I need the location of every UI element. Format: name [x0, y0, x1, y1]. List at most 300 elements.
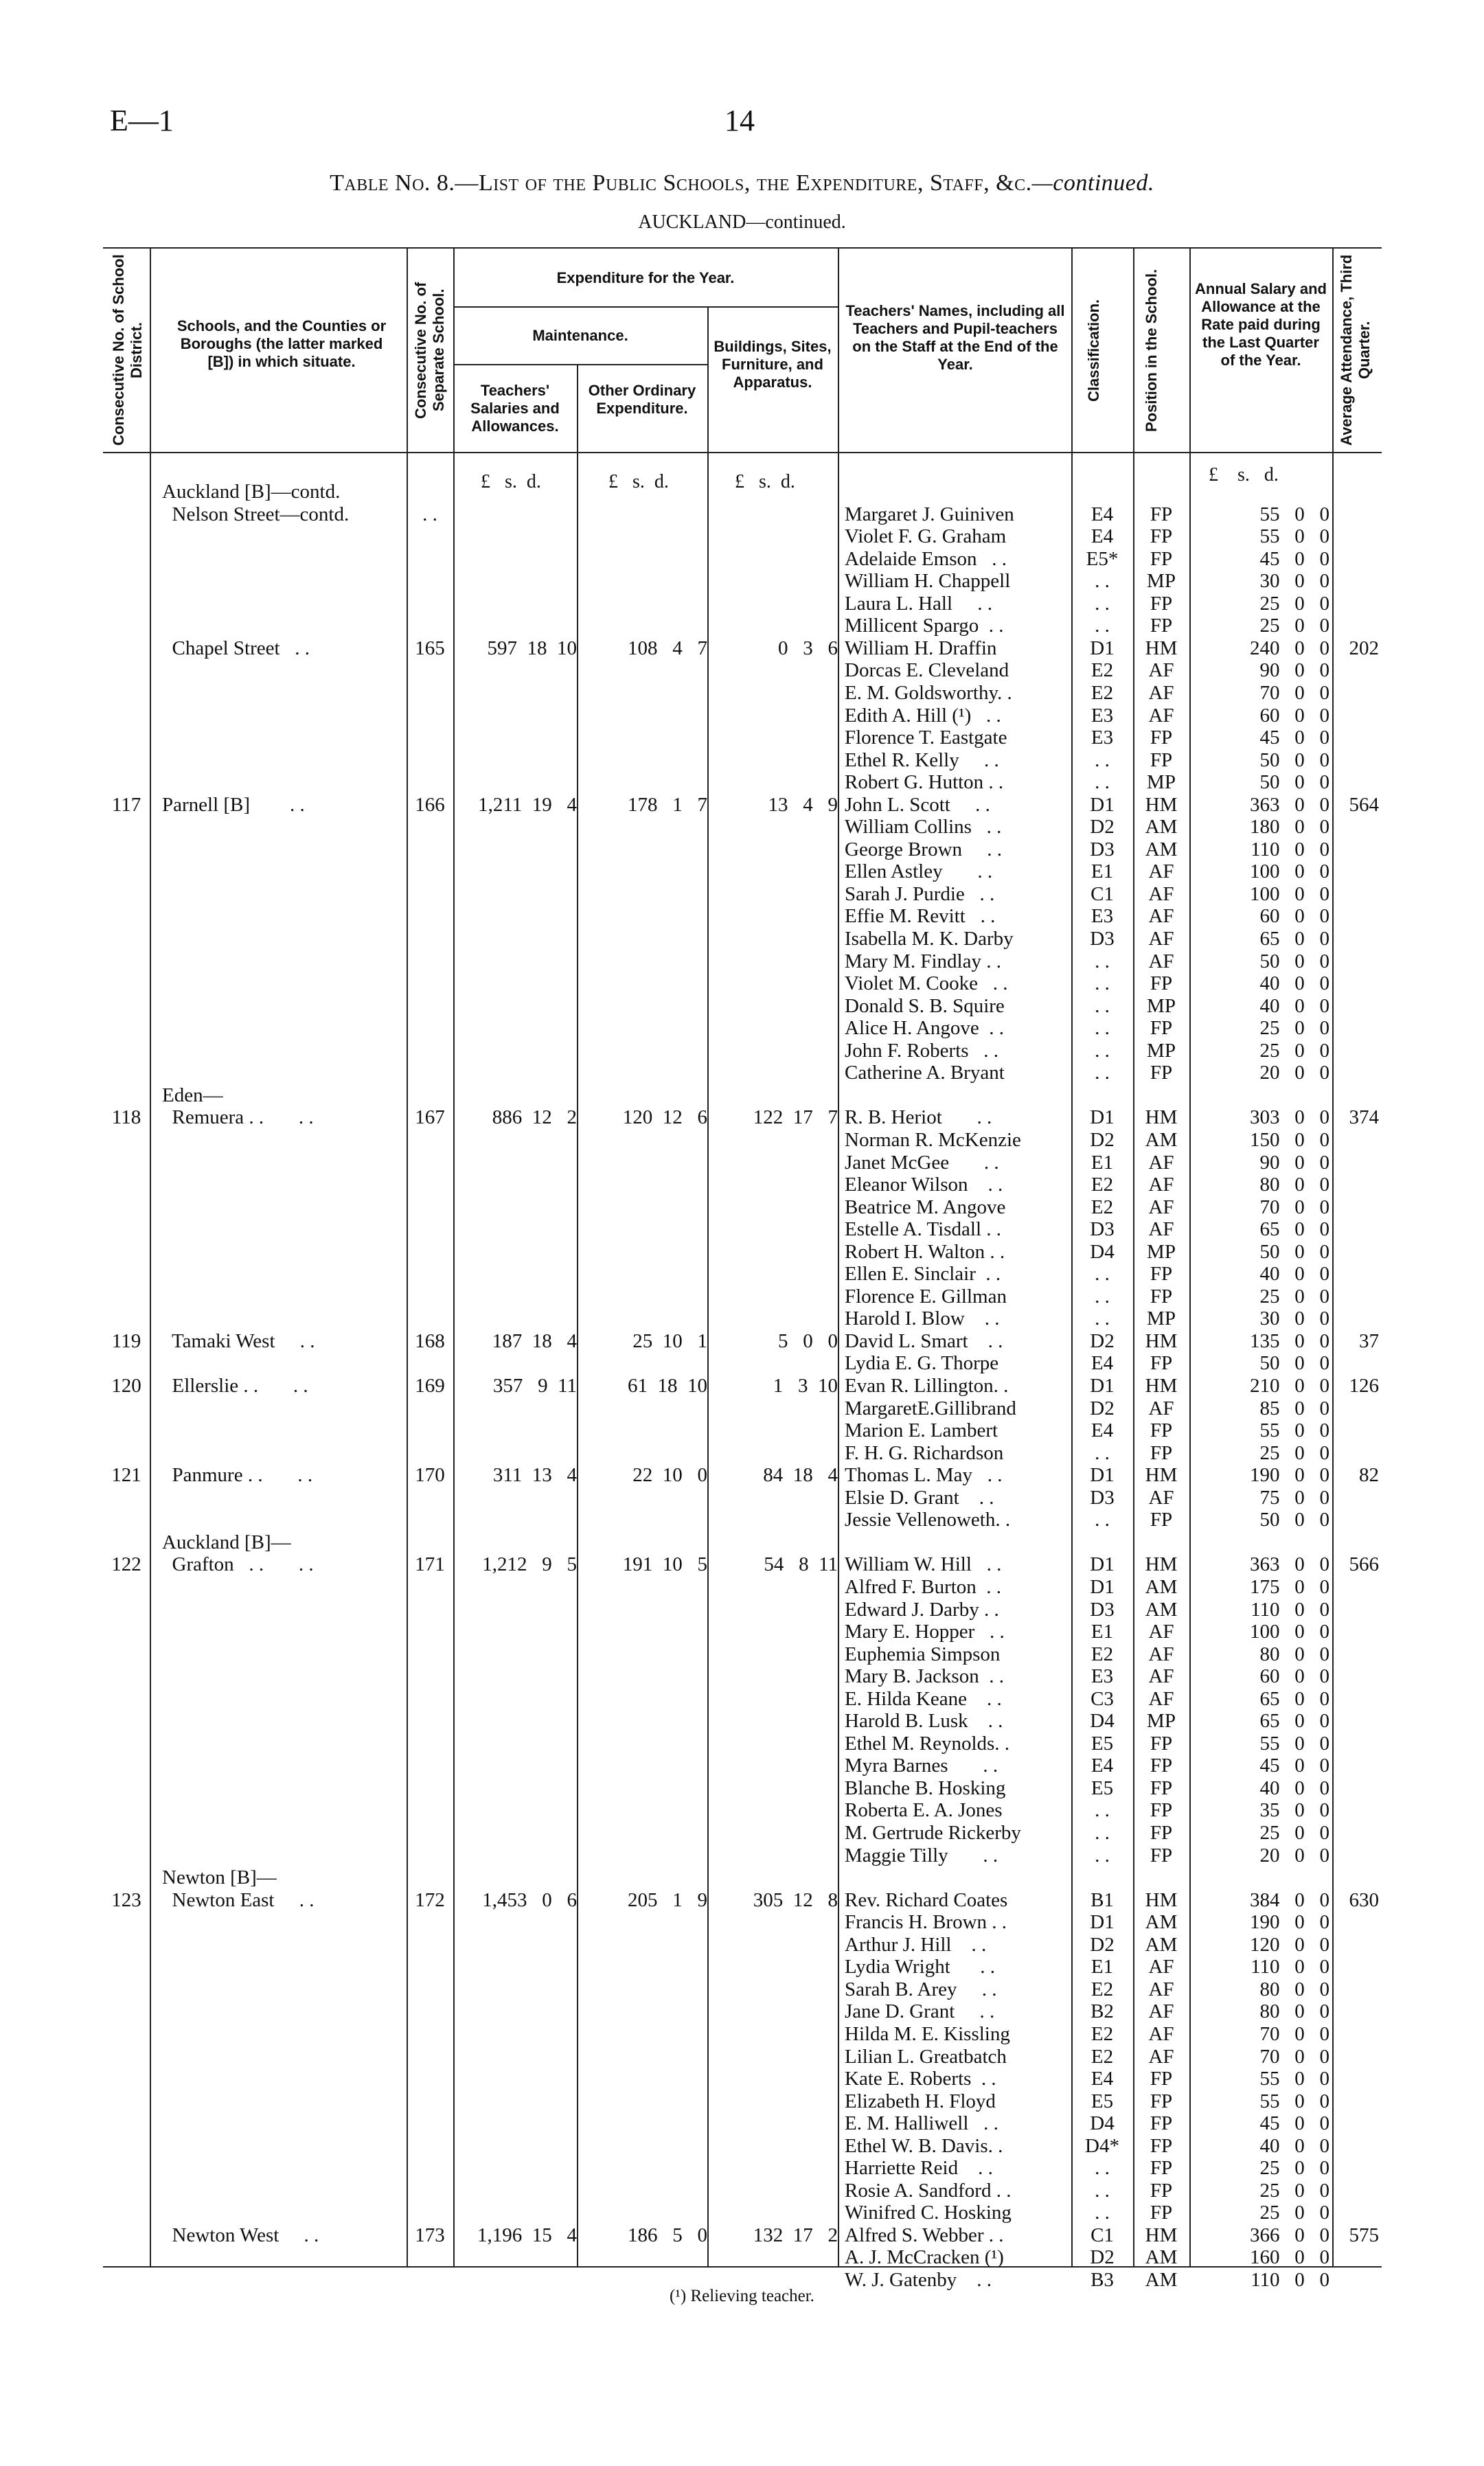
salaries-amount: 1,453 0 6	[482, 1888, 577, 1911]
position: AF	[1148, 905, 1174, 928]
classification: D1	[1090, 637, 1115, 659]
table-row	[0, 1017, 1484, 1039]
teacher-name: Alfred S. Webber . .	[845, 2224, 1004, 2246]
classification: . .	[1095, 615, 1110, 637]
annual-salary: 55 0 0	[1259, 503, 1329, 525]
salaries-amount: 1,212 9 5	[482, 1553, 577, 1576]
district-number: 120	[111, 1375, 141, 1397]
annual-salary: 363 0 0	[1250, 793, 1329, 816]
annual-salary: 55 0 0	[1259, 525, 1329, 548]
series-code: E—1	[110, 104, 174, 137]
position: FP	[1150, 1777, 1173, 1799]
header-classification: Classification.	[1085, 299, 1102, 402]
annual-salary: 120 0 0	[1250, 1933, 1329, 1956]
classification: . .	[1095, 994, 1110, 1017]
position: FP	[1150, 592, 1173, 615]
annual-salary: 25 0 0	[1259, 1017, 1329, 1040]
position: FP	[1150, 1844, 1173, 1866]
currency-buildings: £ s. d.	[735, 471, 795, 492]
classification: E1	[1091, 1956, 1114, 1978]
classification: . .	[1095, 1263, 1110, 1286]
school-name: Newton East . .	[162, 1888, 315, 1911]
annual-salary: 45 0 0	[1259, 727, 1329, 749]
classification: D1	[1090, 1106, 1115, 1129]
teacher-name: Sarah J. Purdie . .	[845, 882, 995, 905]
teacher-name: Elsie D. Grant . .	[845, 1486, 994, 1509]
table-row	[0, 1062, 1484, 1084]
classification: E2	[1091, 1643, 1114, 1665]
classification: . .	[1095, 570, 1110, 593]
header-position: Position in the School.	[1143, 269, 1160, 432]
teacher-name: Estelle A. Tisdall . .	[845, 1218, 1002, 1241]
table-row	[0, 1152, 1484, 1174]
expenditure-rule	[453, 306, 838, 308]
maintenance-rule	[453, 364, 707, 365]
annual-salary: 55 0 0	[1259, 2090, 1329, 2112]
table-row	[0, 682, 1484, 704]
school-name: Eden—	[162, 1084, 223, 1106]
teacher-name: Robert G. Hutton . .	[845, 771, 1004, 794]
currency-salaries: £ s. d.	[481, 471, 541, 492]
annual-salary: 35 0 0	[1259, 1799, 1329, 1822]
classification: D2	[1090, 1397, 1115, 1419]
classification: C1	[1091, 2224, 1114, 2246]
annual-salary: 65 0 0	[1259, 928, 1329, 950]
salaries-amount: 597 18 10	[487, 637, 577, 659]
buildings-amount: 132 17 2	[753, 2224, 838, 2246]
teacher-name: Lilian L. Greatbatch	[845, 2045, 1007, 2068]
table-row	[0, 1196, 1484, 1218]
classification: . .	[1095, 1844, 1110, 1866]
teacher-name: Ellen Astley . .	[845, 860, 993, 883]
salaries-amount: 311 13 4	[492, 1464, 577, 1487]
annual-salary: 110 0 0	[1251, 2269, 1329, 2291]
classification: . .	[1095, 1285, 1110, 1308]
annual-salary: 175 0 0	[1250, 1575, 1329, 1598]
buildings-amount: 122 17 7	[753, 1106, 838, 1129]
table-row	[0, 749, 1484, 771]
table-row	[0, 2000, 1484, 2022]
table-row	[0, 1576, 1484, 1598]
header-maintenance: Maintenance.	[532, 327, 628, 344]
annual-salary: 45 0 0	[1259, 547, 1329, 570]
position: FP	[1150, 1822, 1173, 1844]
position: AF	[1148, 2022, 1174, 2045]
annual-salary: 80 0 0	[1259, 2000, 1329, 2023]
header-expenditure: Expenditure for the Year.	[556, 269, 735, 286]
teacher-name: John F. Roberts . .	[845, 1039, 999, 1062]
currency-other: £ s. d.	[608, 471, 669, 492]
table-row	[0, 525, 1484, 547]
classification: E3	[1091, 1665, 1114, 1688]
classification: D4	[1090, 2112, 1115, 2135]
header-salaries: Teachers' Salaries and Allowances.	[470, 382, 560, 435]
annual-salary: 25 0 0	[1259, 2157, 1329, 2180]
table-row	[0, 637, 1484, 659]
classification: E5	[1091, 2090, 1114, 2112]
average-attendance: 564	[1349, 793, 1379, 816]
classification: E2	[1091, 1978, 1114, 2000]
buildings-amount: 5 0 0	[778, 1329, 838, 1352]
table-row	[0, 972, 1484, 994]
position: AF	[1148, 681, 1174, 704]
position: AM	[1145, 816, 1178, 838]
annual-salary: 80 0 0	[1259, 1174, 1329, 1196]
teacher-name: Euphemia Simpson	[845, 1643, 1001, 1665]
annual-salary: 20 0 0	[1259, 1844, 1329, 1866]
classification: . .	[1095, 592, 1110, 615]
header-district: Consecutive No. of School District.	[110, 254, 145, 446]
teacher-name: Catherine A. Bryant	[845, 1062, 1005, 1084]
position: FP	[1150, 2134, 1173, 2157]
position: MP	[1147, 1710, 1176, 1733]
position: AF	[1148, 1956, 1174, 1978]
table-row	[0, 1621, 1484, 1643]
table-row	[0, 771, 1484, 793]
school-name: Newton West . .	[162, 2224, 319, 2246]
school-name: Parnell [B] . .	[162, 793, 305, 816]
teacher-name: Donald S. B. Squire	[845, 994, 1005, 1017]
classification: D1	[1090, 1911, 1115, 1934]
school-name: Newton [B]—	[162, 1866, 277, 1889]
annual-salary: 25 0 0	[1259, 2202, 1329, 2224]
table-row	[0, 1308, 1484, 1329]
annual-salary: 70 0 0	[1259, 2022, 1329, 2045]
position: FP	[1150, 749, 1173, 771]
classification: . .	[1095, 1039, 1110, 1062]
position: AM	[1145, 1575, 1178, 1598]
position: AF	[1148, 1621, 1174, 1643]
teacher-name: Jane D. Grant . .	[845, 2000, 995, 2023]
teacher-name: Lydia E. G. Thorpe	[845, 1352, 999, 1375]
header-buildings: Buildings, Sites, Furniture, and Apparatus.	[714, 338, 832, 391]
classification: B3	[1091, 2269, 1114, 2291]
teacher-name: Lydia Wright . .	[845, 1956, 996, 1978]
teacher-name: Alfred F. Burton . .	[845, 1575, 1002, 1598]
buildings-amount: 305 12 8	[753, 1888, 838, 1911]
classification: B1	[1091, 1888, 1114, 1911]
teacher-name: Robert H. Walton . .	[845, 1240, 1005, 1263]
teacher-name: David L. Smart . .	[845, 1329, 1003, 1352]
teacher-name: Myra Barnes . .	[845, 1755, 998, 1777]
average-attendance: 566	[1349, 1553, 1379, 1576]
classification: E5	[1091, 1732, 1114, 1755]
position: HM	[1145, 1106, 1178, 1129]
other-expenditure: 120 12 6	[622, 1106, 707, 1129]
table-row	[0, 1866, 1484, 1888]
table-row	[0, 2023, 1484, 2045]
position: HM	[1145, 637, 1178, 659]
classification: D4	[1090, 1240, 1115, 1263]
classification: E4	[1091, 2068, 1114, 2090]
position: MP	[1147, 1240, 1176, 1263]
position: FP	[1150, 503, 1173, 525]
position: AF	[1148, 1397, 1174, 1419]
annual-salary: 70 0 0	[1259, 681, 1329, 704]
classification: . .	[1095, 1509, 1110, 1531]
teacher-name: Beatrice M. Angove	[845, 1196, 1006, 1218]
salaries-amount: 357 9 11	[492, 1375, 577, 1397]
position: AM	[1145, 1911, 1178, 1934]
position: FP	[1150, 1285, 1173, 1308]
position: FP	[1150, 1062, 1173, 1084]
table-row	[0, 1956, 1484, 1978]
classification: E2	[1091, 659, 1114, 682]
annual-salary: 50 0 0	[1259, 771, 1329, 794]
district-number: 122	[111, 1553, 141, 1576]
teacher-name: Marion E. Lambert	[845, 1419, 998, 1442]
teacher-name: Dorcas E. Cleveland	[845, 659, 1009, 682]
table-row	[0, 570, 1484, 592]
classification: . .	[1095, 749, 1110, 771]
other-expenditure: 61 18 10	[628, 1375, 707, 1397]
position: AF	[1148, 928, 1174, 950]
position: AF	[1148, 2045, 1174, 2068]
table-row	[0, 705, 1484, 727]
classification: E1	[1091, 1621, 1114, 1643]
annual-salary: 25 0 0	[1259, 1039, 1329, 1062]
school-name: Panmure . . . .	[162, 1464, 313, 1487]
teacher-name: Ethel R. Kelly . .	[845, 749, 999, 771]
annual-salary: 90 0 0	[1259, 659, 1329, 682]
annual-salary: 60 0 0	[1259, 704, 1329, 727]
teacher-name: Harold I. Blow . .	[845, 1308, 1000, 1330]
classification: E1	[1091, 860, 1114, 883]
separate-school-number: 173	[415, 2224, 445, 2246]
average-attendance: 374	[1349, 1106, 1379, 1129]
table-row	[0, 1464, 1484, 1486]
header-attendance: Average Attendance, Third Quarter.	[1338, 254, 1373, 446]
salaries-amount: 886 12 2	[492, 1106, 577, 1129]
teacher-name: Mary E. Hopper . .	[845, 1621, 1005, 1643]
teacher-name: Norman R. McKenzie	[845, 1128, 1021, 1151]
table-row	[0, 1710, 1484, 1732]
teacher-name: Sarah B. Arey . .	[845, 1978, 997, 2000]
table-row	[0, 503, 1484, 525]
annual-salary: 100 0 0	[1250, 860, 1329, 883]
position: AF	[1148, 950, 1174, 972]
annual-salary: 160 0 0	[1250, 2246, 1329, 2269]
separate-school-number: 171	[415, 1553, 445, 1576]
classification: E4	[1091, 503, 1114, 525]
classification: E2	[1091, 1196, 1114, 1218]
table-row	[0, 1934, 1484, 1956]
position: HM	[1145, 2224, 1178, 2246]
teacher-name: Winifred C. Hosking	[845, 2202, 1012, 2224]
table-row	[0, 1911, 1484, 1933]
teacher-name: Janet McGee . .	[845, 1151, 999, 1174]
position: AM	[1145, 1933, 1178, 1956]
classification: D1	[1090, 1553, 1115, 1576]
classification: D2	[1090, 816, 1115, 838]
classification: E4	[1091, 1755, 1114, 1777]
teacher-name: William H. Draffin	[845, 637, 997, 659]
annual-salary: 180 0 0	[1250, 816, 1329, 838]
position: FP	[1150, 2112, 1173, 2135]
annual-salary: 25 0 0	[1259, 1822, 1329, 1844]
salaries-amount: 187 18 4	[492, 1329, 577, 1352]
average-attendance: 575	[1349, 2224, 1379, 2246]
teacher-name: Edward J. Darby . .	[845, 1598, 999, 1621]
annual-salary: 135 0 0	[1250, 1329, 1329, 1352]
annual-salary: 45 0 0	[1259, 1755, 1329, 1777]
separate-school-number: . .	[422, 503, 437, 525]
classification: C3	[1091, 1687, 1114, 1710]
teacher-name: Maggie Tilly . .	[845, 1844, 998, 1866]
separate-school-number: 168	[415, 1329, 445, 1352]
annual-salary: 85 0 0	[1259, 1397, 1329, 1419]
table-row	[0, 2112, 1484, 2134]
annual-salary: 30 0 0	[1259, 1308, 1329, 1330]
annual-salary: 65 0 0	[1259, 1218, 1329, 1241]
classification: D1	[1090, 1575, 1115, 1598]
teacher-name: William H. Chappell	[845, 570, 1011, 593]
other-expenditure: 25 10 1	[632, 1329, 707, 1352]
average-attendance: 202	[1349, 637, 1379, 659]
table-row	[0, 816, 1484, 838]
annual-salary: 25 0 0	[1259, 2179, 1329, 2202]
classification: . .	[1095, 1017, 1110, 1040]
footnote: (¹) Relieving teacher.	[670, 2287, 814, 2305]
position: AF	[1148, 1196, 1174, 1218]
position: AF	[1148, 1151, 1174, 1174]
position: MP	[1147, 570, 1176, 593]
table-row	[0, 1733, 1484, 1755]
separate-school-number: 165	[415, 637, 445, 659]
title-suffix: —continued.	[1031, 170, 1154, 196]
table-row	[0, 1286, 1484, 1308]
annual-salary: 55 0 0	[1259, 1732, 1329, 1755]
classification: E2	[1091, 2022, 1114, 2045]
teacher-name: Arthur J. Hill . .	[845, 1933, 987, 1956]
position: FP	[1150, 1799, 1173, 1822]
teacher-name: Francis H. Brown . .	[845, 1911, 1007, 1934]
table-row	[0, 1531, 1484, 1553]
position: FP	[1150, 1263, 1173, 1286]
currency-salary: £ s. d.	[1209, 464, 1279, 486]
position: FP	[1150, 615, 1173, 637]
other-expenditure: 22 10 0	[632, 1464, 707, 1487]
position: AF	[1148, 1643, 1174, 1665]
teacher-name: Florence T. Eastgate	[845, 727, 1007, 749]
position: FP	[1150, 1509, 1173, 1531]
table-row	[0, 2180, 1484, 2202]
teacher-name: Adelaide Emson . .	[845, 547, 1007, 570]
classification: D2	[1090, 2246, 1115, 2269]
teacher-name: Laura L. Hall . .	[845, 592, 993, 615]
table-row	[0, 2090, 1484, 2112]
table-row	[0, 2224, 1484, 2246]
table-row	[0, 1599, 1484, 1621]
annual-salary: 90 0 0	[1259, 1151, 1329, 1174]
position: FP	[1150, 2068, 1173, 2090]
annual-salary: 363 0 0	[1250, 1553, 1329, 1576]
table-row	[0, 1084, 1484, 1106]
teacher-name: Violet M. Cooke . .	[845, 972, 1008, 995]
table-row	[0, 1688, 1484, 1710]
title-prefix: Table No. 8.—	[330, 170, 479, 196]
classification: E3	[1091, 727, 1114, 749]
position: AF	[1148, 704, 1174, 727]
annual-salary: 100 0 0	[1250, 1621, 1329, 1643]
teacher-name: Ellen E. Sinclair . .	[845, 1263, 1001, 1286]
header-other: Other Ordinary Expenditure.	[588, 382, 696, 417]
classification: D3	[1090, 1598, 1115, 1621]
annual-salary: 384 0 0	[1250, 1888, 1329, 1911]
table-row	[0, 548, 1484, 570]
position: HM	[1145, 1888, 1178, 1911]
annual-salary: 366 0 0	[1250, 2224, 1329, 2246]
table-row	[0, 860, 1484, 882]
teacher-name: Rev. Richard Coates	[845, 1888, 1008, 1911]
teacher-name: Elizabeth H. Floyd	[845, 2090, 996, 2112]
teacher-name: Florence E. Gillman	[845, 1285, 1007, 1308]
table-row	[0, 1352, 1484, 1374]
classification: . .	[1095, 771, 1110, 794]
table-row	[0, 1509, 1484, 1531]
district-number: 123	[111, 1888, 141, 1911]
classification: D4	[1090, 1710, 1115, 1733]
position: FP	[1150, 547, 1173, 570]
teacher-name: Thomas L. May . .	[845, 1464, 1003, 1487]
position: FP	[1150, 1017, 1173, 1040]
table-row	[0, 1040, 1484, 1062]
table-row	[0, 1889, 1484, 1911]
table-row	[0, 481, 1484, 503]
table-row	[0, 2068, 1484, 2090]
position: MP	[1147, 1308, 1176, 1330]
annual-salary: 100 0 0	[1250, 882, 1329, 905]
classification: E5*	[1086, 547, 1119, 570]
teacher-name: Violet F. G. Graham	[845, 525, 1007, 548]
table-row	[0, 1129, 1484, 1151]
table-row	[0, 593, 1484, 615]
annual-salary: 25 0 0	[1259, 1285, 1329, 1308]
classification: E3	[1091, 704, 1114, 727]
teacher-name: William Collins . .	[845, 816, 1002, 838]
position: HM	[1145, 1464, 1178, 1487]
table-title	[0, 170, 1484, 196]
teacher-name: E. M. Halliwell . .	[845, 2112, 998, 2135]
other-expenditure: 191 10 5	[622, 1553, 707, 1576]
table-row	[0, 1397, 1484, 1419]
position: HM	[1145, 1553, 1178, 1576]
table-row	[0, 995, 1484, 1017]
teacher-name: M. Gertrude Rickerby	[845, 1822, 1021, 1844]
annual-salary: 70 0 0	[1259, 1196, 1329, 1218]
table-row	[0, 2157, 1484, 2179]
teacher-name: F. H. G. Richardson	[845, 1441, 1004, 1464]
teacher-name: E. M. Goldsworthy. .	[845, 681, 1012, 704]
table-row	[0, 1375, 1484, 1397]
teacher-name: Alice H. Angove . .	[845, 1017, 1004, 1040]
teacher-name: Kate E. Roberts . .	[845, 2068, 996, 2090]
annual-salary: 190 0 0	[1250, 1464, 1329, 1487]
buildings-amount: 1 3 10	[773, 1375, 838, 1397]
position: HM	[1145, 793, 1178, 816]
classification: E3	[1091, 905, 1114, 928]
teacher-name: Effie M. Revitt . .	[845, 905, 996, 928]
table-row	[0, 1106, 1484, 1128]
buildings-amount: 54 8 11	[764, 1553, 838, 1576]
district-number: 119	[111, 1329, 141, 1352]
position: AF	[1148, 1687, 1174, 1710]
position: AF	[1148, 1486, 1174, 1509]
table-row	[0, 1263, 1484, 1285]
position: AM	[1145, 2269, 1178, 2291]
position: MP	[1147, 771, 1176, 794]
annual-salary: 110 0 0	[1251, 1956, 1329, 1978]
